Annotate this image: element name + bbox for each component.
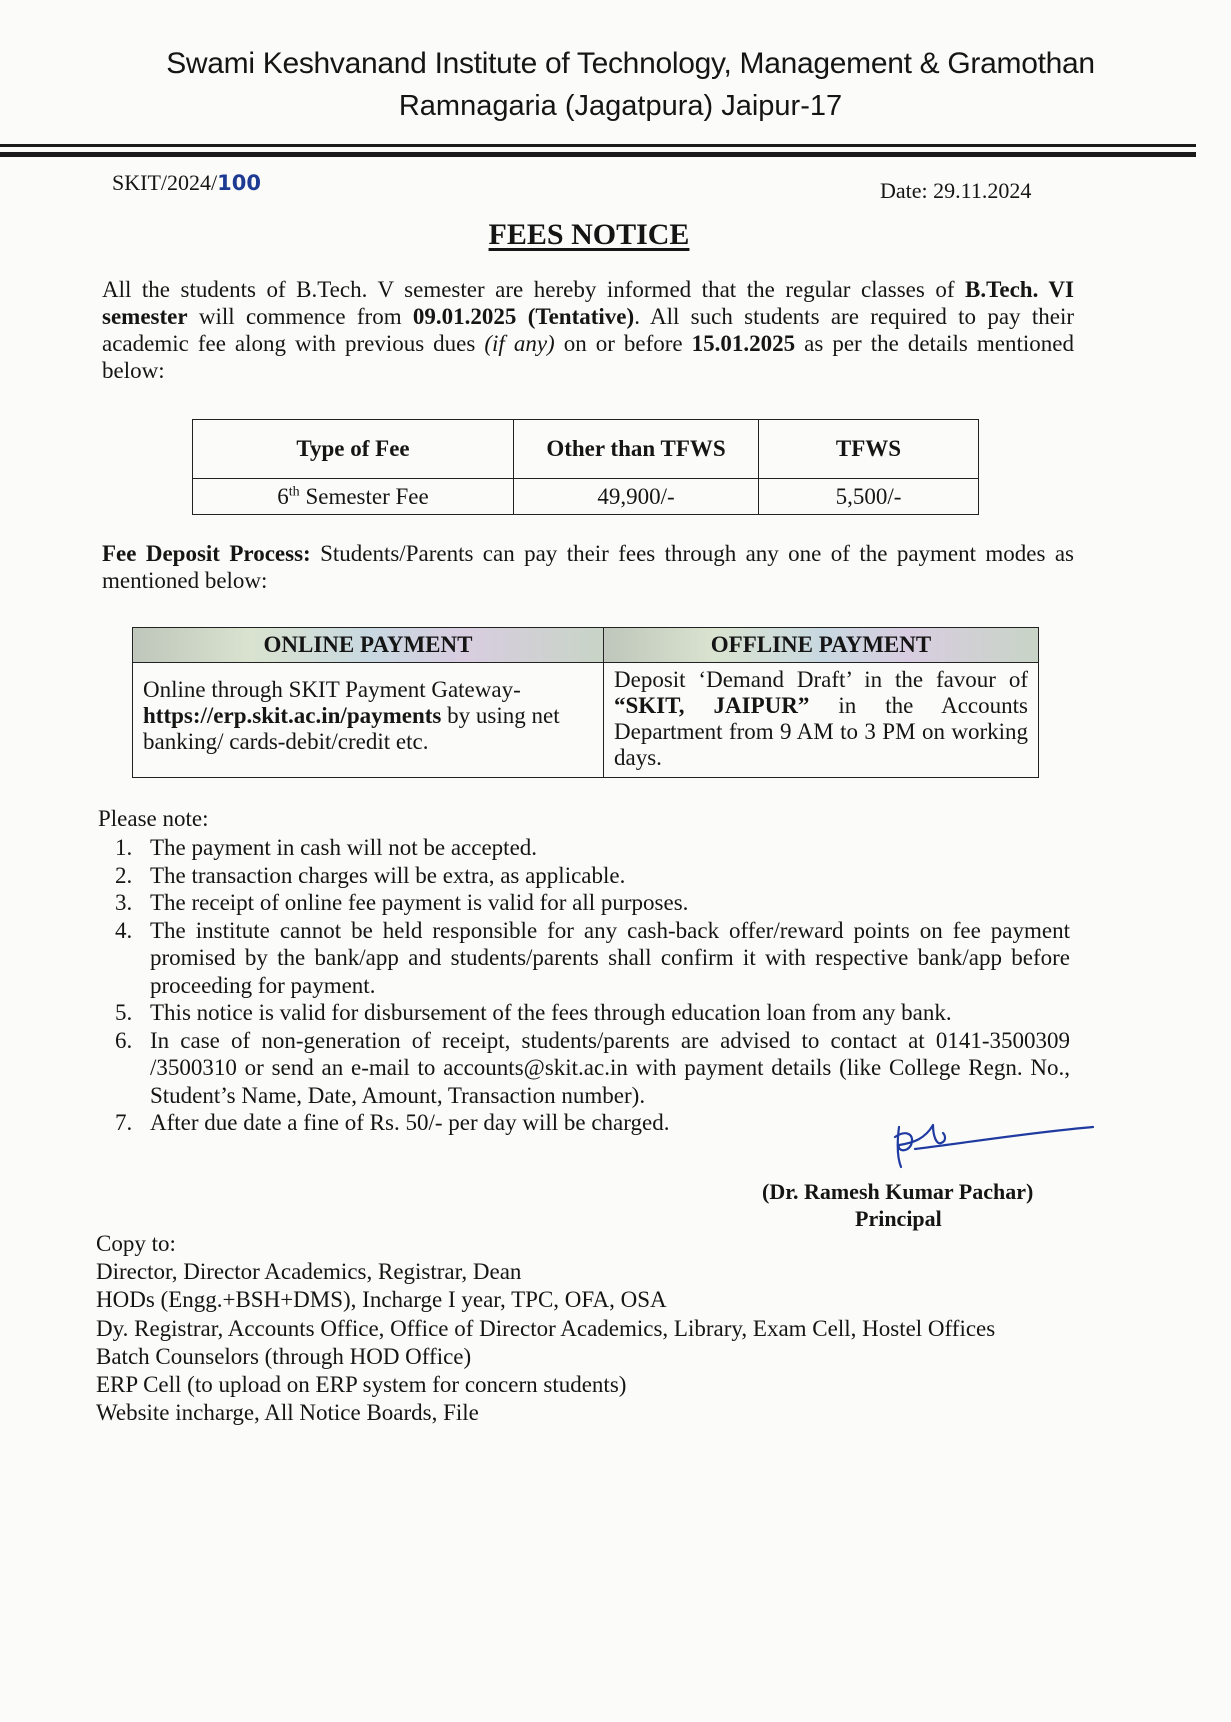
intro-commence-date: 09.01.2025 (Tentative) (412, 304, 635, 329)
fee-table (192, 419, 979, 515)
intro-due-date: 15.01.2025 (691, 331, 796, 356)
list-item: Batch Counselors (through HOD Office) (96, 1343, 472, 1369)
list-item (110, 1027, 1070, 1110)
institute-name: Swami Keshvanand Institute of Technology, Management & Gramothan (166, 47, 1095, 80)
list-item (110, 834, 1070, 862)
notice-date: Date: 29.11.2024 (880, 178, 1032, 203)
offline-payee: “SKIT, JAIPUR” (614, 693, 810, 718)
deposit-text: Students/Parents can pay their fees through any one of the payment modes as mentioned below: (102, 541, 1074, 593)
offline-payment-cell (604, 663, 1039, 778)
list-item: ERP Cell (to upload on ERP system for concern students) (96, 1372, 627, 1398)
offline-payment-header: OFFLINE PAYMENT (604, 628, 1039, 663)
header-rule-thin (0, 144, 1196, 147)
intro-text-4: on or before (554, 331, 692, 356)
online-text-1: Online through SKIT Payment Gateway- (143, 677, 521, 702)
fee-table-header-type: Type of Fee (193, 420, 514, 479)
header-rule-thick (0, 152, 1196, 157)
note-number: 2. (115, 862, 133, 888)
note-text: The transaction charges will be extra, as applicable. (150, 862, 626, 888)
notes-heading: Please note: (98, 806, 209, 831)
list-item (110, 862, 1070, 890)
note-number: 5. (115, 1000, 133, 1025)
reference-number (112, 170, 261, 196)
reference-prefix: SKIT/2024/ (112, 170, 218, 195)
note-text: The payment in cash will not be accepted. (150, 835, 538, 860)
fee-table-header-other: Other than TFWS (514, 420, 759, 479)
note-number: 7. (115, 1110, 133, 1135)
note-text: This notice is valid for disbursement of the fees through education loan from any bank. (150, 1000, 952, 1025)
intro-paragraph (102, 276, 1074, 384)
online-text-2: by using net banking/ cards-debit/credit etc. (143, 703, 560, 754)
note-number: 6. (115, 1027, 133, 1053)
signatory-name: (Dr. Ramesh Kumar Pachar) (762, 1179, 1034, 1204)
offline-text-2: in the Accounts Department from 9 AM to 3 PM on working days. (614, 693, 1028, 770)
note-number: 4. (115, 917, 133, 943)
handwritten-reference-number: 100 (217, 171, 261, 195)
intro-text-5: as per the details mentioned below: (102, 331, 1074, 383)
notice-title (0, 218, 1178, 252)
note-number: 1. (115, 835, 133, 860)
notice-title-text: FEES NOTICE (488, 218, 690, 251)
table-row (133, 663, 1039, 778)
online-payment-cell (133, 663, 604, 778)
copy-to-section (96, 1230, 995, 1427)
note-text: The receipt of online fee payment is valid for all purposes. (150, 890, 689, 915)
list-item: Dy. Registrar, Accounts Office, Office of Director Academics, Library, Exam Cell, Hostel Offices (96, 1315, 996, 1341)
offline-text-1: Deposit ‘Demand Draft’ in the favour of (614, 667, 1028, 692)
fee-table-header-row (193, 420, 979, 479)
fee-type-cell (193, 479, 514, 515)
notes-list (110, 834, 1070, 1137)
note-number: 3. (115, 890, 133, 915)
deposit-paragraph (102, 540, 1074, 594)
list-item: HODs (Engg.+BSH+DMS), Incharge I year, TPC, OFA, OSA (96, 1287, 667, 1313)
fee-type-suffix: th (288, 483, 300, 499)
signatory-title: Principal (855, 1206, 942, 1231)
letterhead (0, 44, 1231, 126)
fee-type-label: Semester Fee (299, 483, 429, 509)
fee-other-cell: 49,900/- (514, 479, 759, 515)
note-text: After due date a fine of Rs. 50/- per day will be charged. (150, 1110, 670, 1135)
deposit-label: Fee Deposit Process: (102, 541, 311, 566)
list-item: Director, Director Academics, Registrar, Dean (96, 1259, 522, 1285)
copy-to-heading: Copy to: (96, 1231, 176, 1256)
intro-text-1: All the students of B.Tech. V semester are hereby informed that the regular classes of (102, 277, 966, 302)
note-text: In case of non-generation of receipt, students/parents are advised to contact at 0141-3500309 /3500310 or send an e-mail to accounts@skit.ac.in with payment details (like College Regn. No., Student’s Name, Date, Amount, Transaction number). (150, 1027, 1070, 1108)
intro-text-3: . All such students are required to pay their academic fee along with previous dues (102, 304, 1075, 356)
fee-type-number: 6 (277, 483, 289, 509)
list-item (110, 889, 1070, 917)
list-item: Website incharge, All Notice Boards, File (96, 1400, 479, 1426)
intro-semester: B.Tech. VI semester (102, 277, 1074, 329)
note-text: The institute cannot be held responsible for any cash-back offer/reward points on fee payment promised by the bank/app and students/parents shall confirm it with respective bank/app before proceeding for payment. (150, 917, 1070, 998)
fee-tfws-cell: 5,500/- (759, 479, 979, 515)
table-row (193, 479, 979, 515)
list-item (110, 999, 1070, 1027)
payment-gateway-link: https://erp.skit.ac.in/payments (143, 703, 442, 728)
intro-if-any: (if any) (484, 331, 555, 356)
payment-table-header-row (133, 628, 1039, 663)
list-item (110, 917, 1070, 1000)
intro-text-2: will commence from (187, 304, 413, 329)
fee-table-header-tfws: TFWS (759, 420, 979, 479)
signature-icon (885, 1115, 1095, 1175)
payment-table (132, 627, 1039, 778)
institute-address: Ramnagaria (Jagatpura) Jaipur-17 (398, 90, 843, 122)
online-payment-header: ONLINE PAYMENT (133, 628, 604, 663)
